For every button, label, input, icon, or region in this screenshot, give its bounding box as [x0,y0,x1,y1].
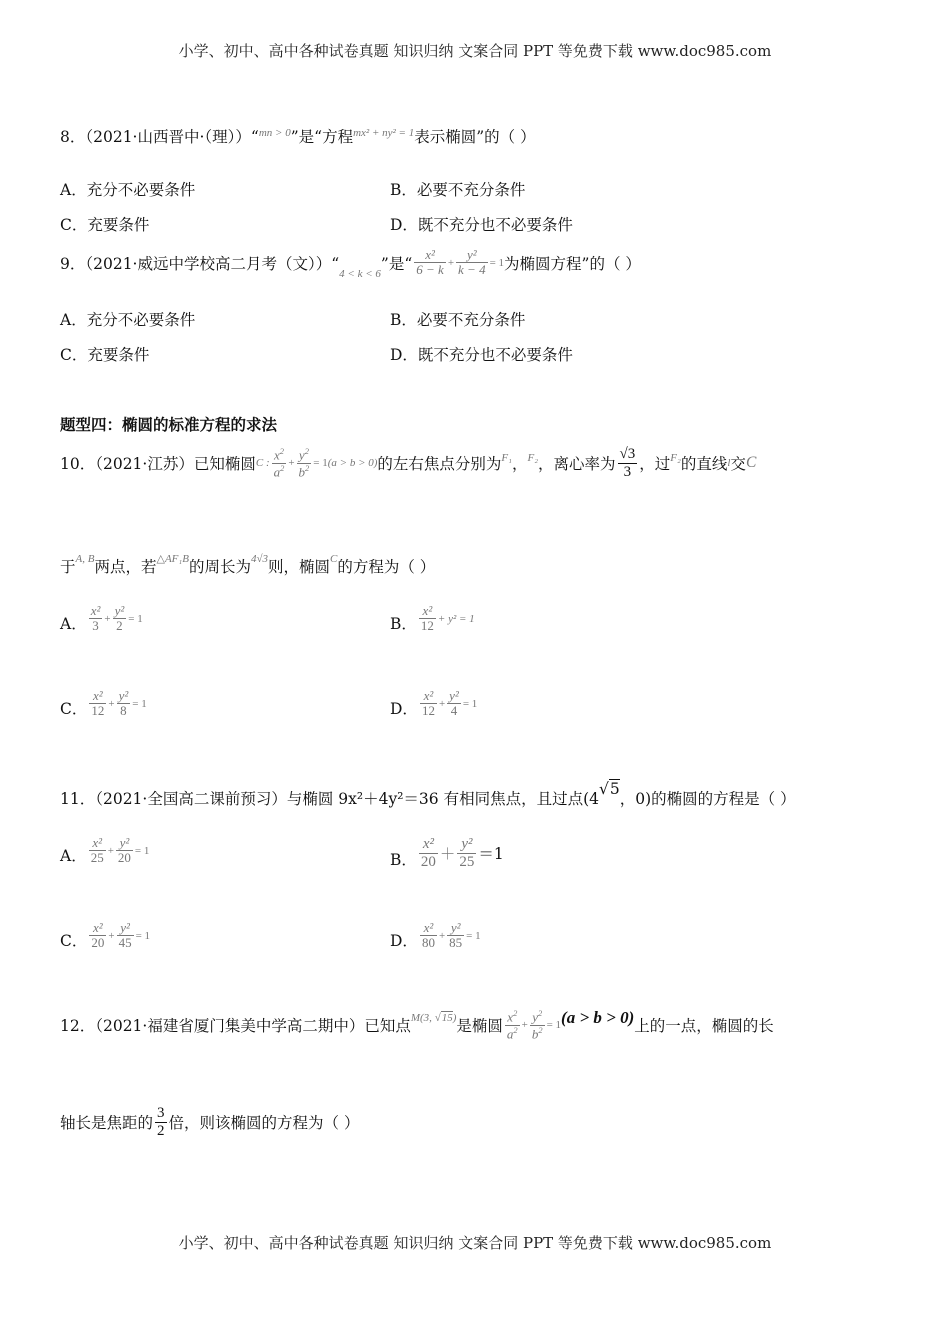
q10-c2: C [330,553,338,565]
q10-option-c: C． $\frac{\text{x²}}{12}$ + $\frac{\text{y²}}{8}$ = 1 [60,688,147,719]
q12-ratio: $\frac{3}{2}$ [157,1105,165,1139]
q8-equation: mx² + ny² = 1 [353,127,415,139]
q10-line-l: l [727,457,731,469]
q8-option-b: B．必要不充分条件 [390,181,526,199]
q10-f2: F₂ [527,452,539,464]
q9-suffix: 为椭圆方程”的（ ） [504,254,641,273]
q10-eccentricity: $\frac{√3}{3}$ [619,446,636,480]
q11-sqrt5: √5 [598,780,620,798]
q12-prefix: 12．（2021·福建省厦门集美中学高二期中）已知点 [60,1017,411,1035]
q10-option-a: A． $\frac{\text{x²}}{3}$ + $\frac{\text{y²}}{2}$ = 1 [60,603,143,634]
q11-option-d: D． $\frac{\text{x²}}{80}$ + $\frac{\text{y²}}{85}$ = 1 [390,920,481,951]
q10-ellipse-label: C : [255,457,270,469]
q9-mid: ”是“ [380,254,413,273]
question-11 [60,780,796,809]
q8-option-c: C．充要条件 [60,216,150,234]
question-12-line2: 轴长是焦距的 $\frac{3}{2}$ 倍，则该椭圆的方程为（ ） [60,1105,360,1139]
q10-triangle: △AF₁B [156,553,189,565]
q10-condition: (a > b > 0) [327,457,378,469]
q10-f1: F₁ [501,452,512,464]
question-9: 9．（2021·威远中学校高二月考（文））“$_{4 < k < 6}$”是“ $\frac{\text{x²}}{6 - k}$ + $\frac{\text{y²}}{k - 4}$ = 1为椭圆方程”的（ ） [60,247,641,280]
q11-prefix: 11．（2021·全国高二课前预习）与椭圆 9x²＋4y²＝36 有相同焦点，且过点(4 [60,790,599,808]
q9-option-c: C．充要条件 [60,346,150,364]
q8-option-d: D．既不充分也不必要条件 [390,216,573,234]
q10-mid2: ，离心率为 [538,455,616,473]
q11-suffix: ，0)的椭圆的方程是（ ） [619,790,796,808]
q11-option-b: B． $\frac{\text{x²}}{20}$ ＋ $\frac{\text{y²}}{25}$ ＝1 [390,836,504,870]
q9-option-a: A．充分不必要条件 [60,311,196,329]
q10-option-b: B． $\frac{\text{x²}}{12}$ + y² = 1 [390,603,475,634]
q10-points-ab: A, B [75,553,95,565]
q8-mid: ”是“方程 [290,128,354,146]
q8-prefix: 8．（2021·山西晋中·（理））“ [60,128,259,146]
q10-option-d: D． $\frac{\text{x²}}{12}$ + $\frac{\text{y²}}{4}$ = 1 [390,688,478,719]
question-12: 12．（2021·福建省厦门集美中学高二期中）已知点$^{M(3, √15)}$是椭圆 $\frac{x^2}{a^2}$ + $\frac{y^2}{b^2}$ = 1(a > b > 0)上的一点，椭圆的长 [60,1007,774,1041]
q9-fraction-y: $\frac{\text{y²}}{k - 4}$ [458,247,486,278]
q10-perimeter: 4√3 [250,553,268,565]
section-title: 题型四：椭圆的标准方程的求法 [60,415,278,434]
q8-option-a: A．充分不必要条件 [60,181,196,199]
page-header: 小学、初中、高中各种试卷真题 知识归纳 文案合同 PPT 等免费下载 www.doc985.com [178,42,772,60]
question-10-line2: 于$^{A, B}$两点，若$^{\triangle AF_1B}$的周长为$^{4√3}$则，椭圆$^C$的方程为（ ） [60,553,436,576]
q9-fraction-x: $\frac{\text{x²}}{6 - k}$ [416,247,444,278]
q10-mid1: 的左右焦点分别为 [377,455,502,473]
q12-point-m: M(3, √15) [410,1012,457,1024]
q9-condition: 4 < k < 6 [339,267,381,280]
q10-prefix: 10．（2021·江苏）已知椭圆 [60,455,256,473]
q9-prefix: 9．（2021·威远中学校高二月考（文））“ [60,254,340,273]
q8-suffix: 表示椭圆”的（ ） [414,128,536,146]
page-footer: 小学、初中、高中各种试卷真题 知识归纳 文案合同 PPT 等免费下载 www.doc985.com [178,1234,772,1252]
question-8 [60,125,536,147]
q12-condition: (a > b > 0) [561,1008,635,1027]
q9-option-d: D．既不充分也不必要条件 [390,346,573,364]
question-10: 10．（2021·江苏）已知椭圆C : $\frac{x^2}{a^2}$ + $\frac{y^2}{b^2}$ = 1(a > b > 0)的左右焦点分别为$^{F_1}$，$^{F_2}$，离心率为 $\frac{√3}{3}$ ，过$^{F_2}$的直线l交C [60,445,757,480]
q8-condition: mn > 0 [258,127,291,139]
q11-option-c: C． $\frac{\text{x²}}{20}$ + $\frac{\text{y²}}{45}$ = 1 [60,920,151,951]
q10-f2-b: F₂ [670,452,681,464]
q11-option-a: A． $\frac{\text{x²}}{25}$ + $\frac{\text{y²}}{20}$ = 1 [60,835,150,866]
q9-equals-one: = 1 [489,256,505,269]
q10-c: C [745,454,757,471]
q9-option-b: B．必要不充分条件 [390,311,526,329]
